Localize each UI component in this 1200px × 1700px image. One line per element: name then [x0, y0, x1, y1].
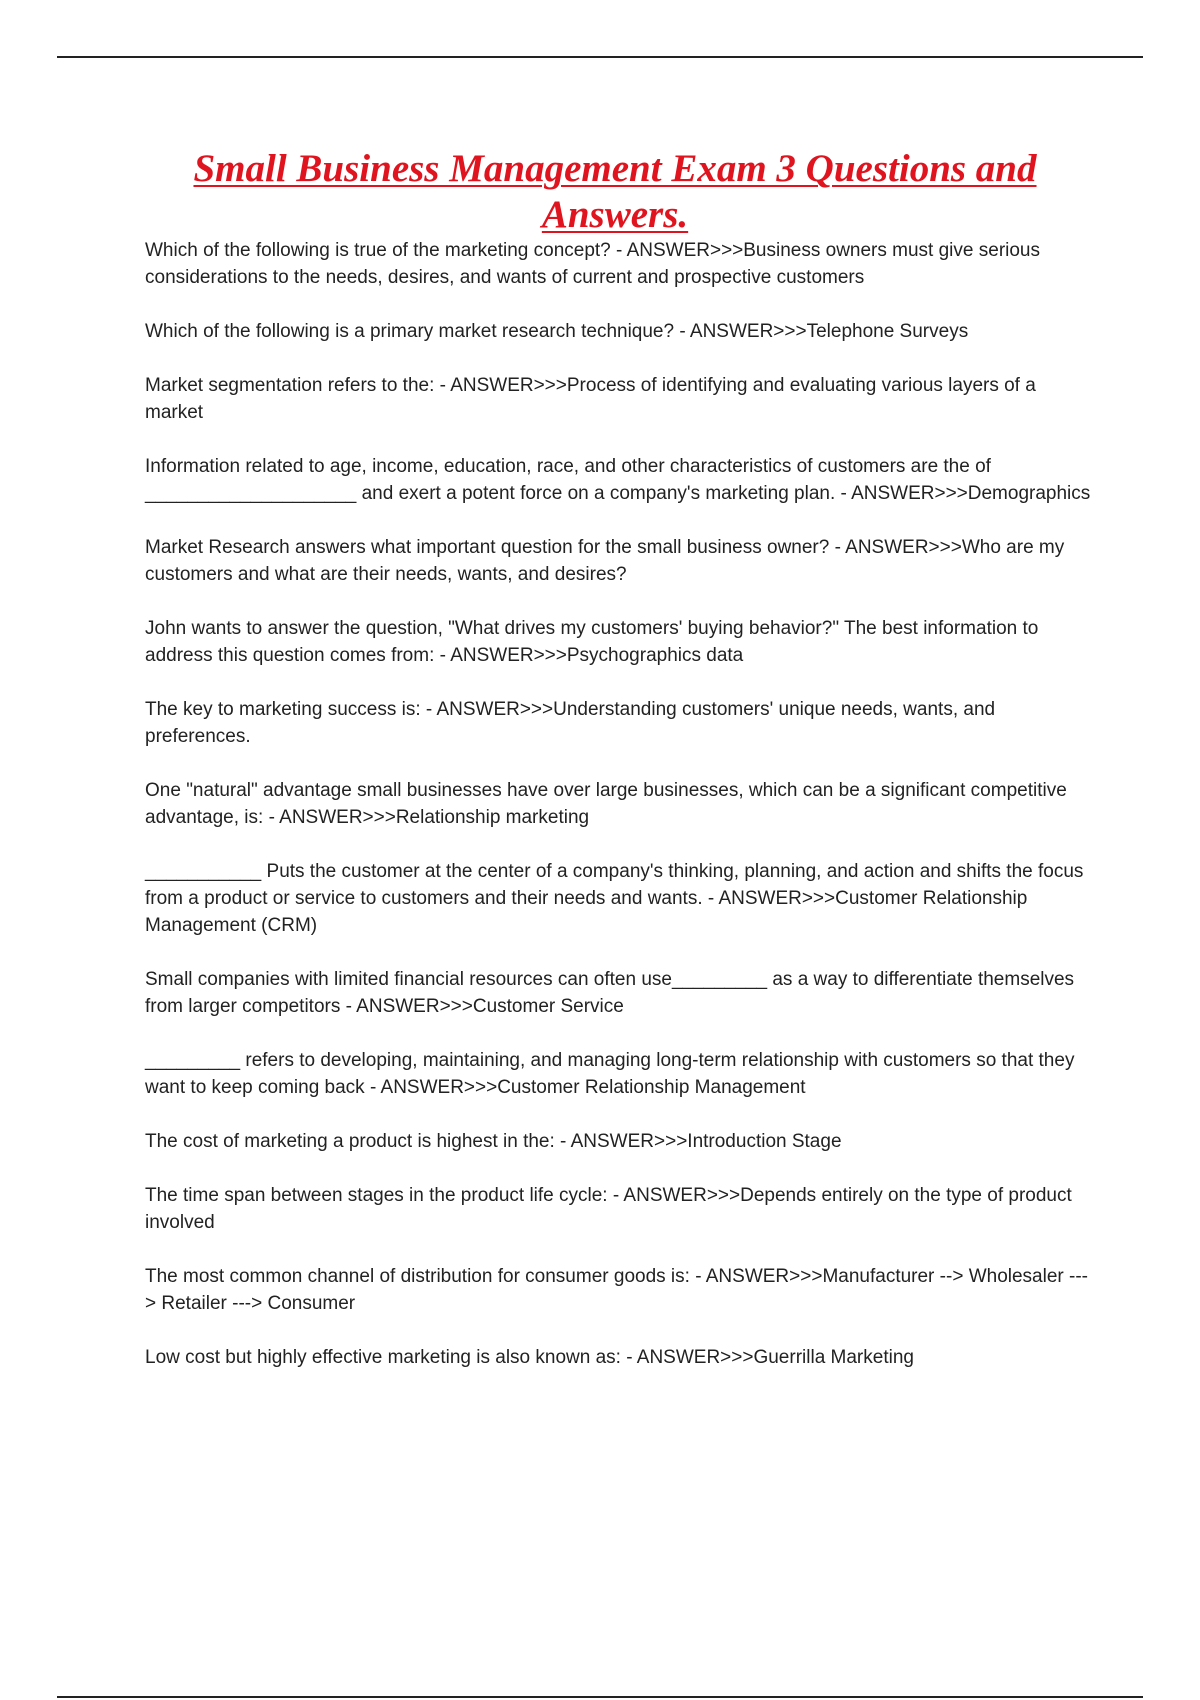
qa-item: _________ refers to developing, maintaining, and managing long-term relationship with customers so that they want to keep coming back - ANSWER>>>Customer Relationship Management	[145, 1050, 1075, 1098]
qa-item: The time span between stages in the product life cycle: - ANSWER>>>Depends entirely on the type of product involved	[145, 1185, 1072, 1233]
qa-item: Which of the following is true of the marketing concept? - ANSWER>>>Business owners must give serious considerations to the needs, desires, and wants of current and prospective customers	[145, 240, 1040, 288]
qa-list	[145, 237, 1095, 1398]
qa-item: Low cost but highly effective marketing is also known as: - ANSWER>>>Guerrilla Marketing	[145, 1347, 914, 1368]
qa-item: One "natural" advantage small businesses have over large businesses, which can be a significant competitive advantage, is: - ANSWER>>>Relationship marketing	[145, 780, 1067, 828]
page-title: Small Business Management Exam 3 Questions and Answers.	[193, 147, 1037, 236]
bottom-rule	[57, 1696, 1143, 1698]
qa-item: Market Research answers what important question for the small business owner? - ANSWER>>>Who are my customers and what are their needs, wants, and desires?	[145, 537, 1065, 585]
qa-item: The cost of marketing a product is highest in the: - ANSWER>>>Introduction Stage	[145, 1131, 842, 1152]
qa-item: Small companies with limited financial resources can often use_________ as a way to differentiate themselves from larger competitors - ANSWER>>>Customer Service	[145, 969, 1075, 1017]
top-rule	[57, 56, 1143, 58]
qa-item: ___________ Puts the customer at the center of a company's thinking, planning, and action and shifts the focus from a product or service to customers and their needs and wants. - ANSWER>>>Customer Relationship Management (CRM)	[145, 861, 1084, 936]
qa-item: Market segmentation refers to the: - ANSWER>>>Process of identifying and evaluating various layers of a market	[145, 375, 1036, 423]
qa-item: The key to marketing success is: - ANSWER>>>Understanding customers' unique needs, wants, and preferences.	[145, 699, 996, 747]
qa-item: Which of the following is a primary market research technique? - ANSWER>>>Telephone Surveys	[145, 321, 969, 342]
qa-item: John wants to answer the question, "What drives my customers' buying behavior?" The best information to address this question comes from: - ANSWER>>>Psychographics data	[145, 618, 1039, 666]
qa-item: The most common channel of distribution for consumer goods is: - ANSWER>>>Manufacturer --> Wholesaler ---> Retailer ---> Consumer	[145, 1266, 1088, 1314]
qa-item: Information related to age, income, education, race, and other characteristics of customers are the of ____________________ and exert a potent force on a company's marketing plan. - ANSWER>>>Demographics	[145, 456, 1091, 504]
